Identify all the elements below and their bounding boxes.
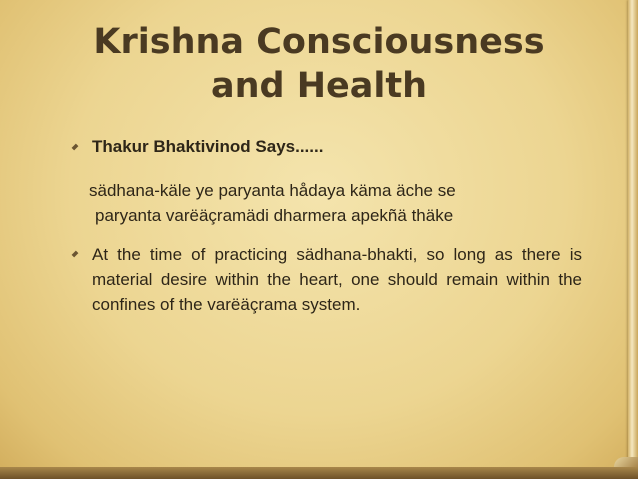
verse-line-1: sädhana-käle ye paryanta hådaya käma äche se [89,181,456,200]
title-line-2: and Health [210,66,428,106]
bullet-item-2 [70,242,582,317]
bullet-item-1 [70,136,582,158]
diamond-bullet-icon [72,144,79,151]
bullet-text-1: Thakur Bhaktivinod Says...... [92,137,324,156]
bullet-text-2: At the time of practicing sädhana-bhakti, so long as there is material desire within the heart, one should remain within the confines of the varëäçrama system. [92,245,582,314]
slide-title [0,20,638,108]
title-line-1: Krishna Consciousness [93,22,545,62]
book-cover-edge [0,467,638,479]
diamond-bullet-icon [72,251,79,258]
verse-quote [89,178,589,228]
verse-line-2: paryanta varëäçramädi dharmera apekñä thäke [95,206,454,225]
page-curl [614,457,638,467]
